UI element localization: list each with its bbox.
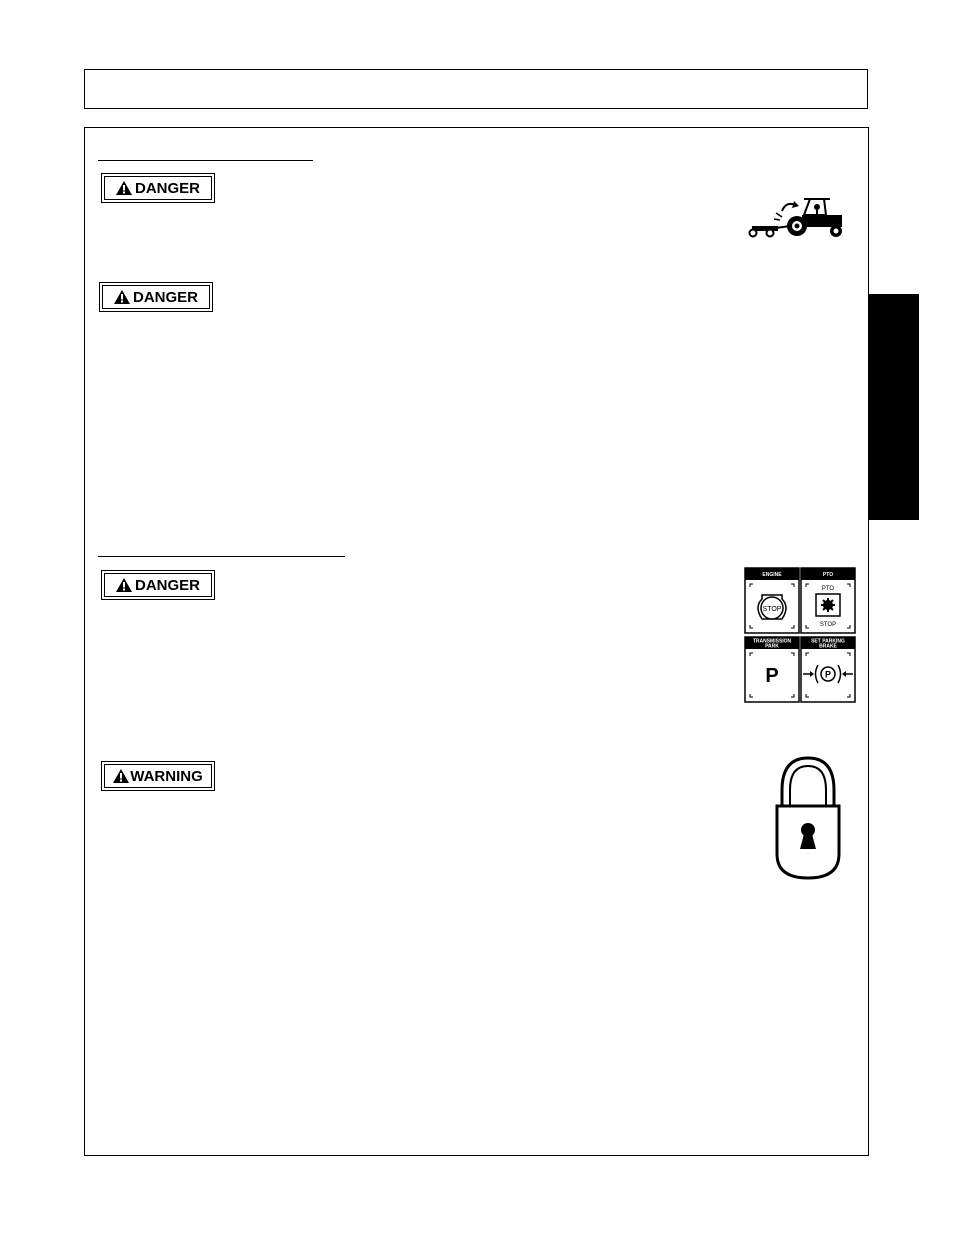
set-parking-label: SET PARKING — [811, 638, 845, 645]
transmission-label: TRANSMISSION — [752, 638, 792, 645]
pto-inner-label: PTO — [821, 586, 835, 592]
transmission-park-panel — [745, 637, 799, 702]
signal-word: DANGER — [134, 576, 200, 594]
section-heading-rule — [98, 556, 345, 557]
danger-signal-box — [101, 173, 215, 203]
page-header-box — [84, 69, 868, 109]
brake-letter: P — [824, 669, 832, 680]
warning-triangle-icon — [114, 290, 130, 304]
warning-signal-box — [101, 761, 215, 791]
engine-label: ENGINE — [762, 572, 782, 578]
signal-word: DANGER — [134, 179, 200, 197]
park-label: PARK — [765, 643, 779, 650]
signal-word: WARNING — [130, 767, 203, 785]
pto-stop-text: STOP — [819, 622, 837, 628]
engine-stop-text: STOP — [762, 606, 782, 613]
parking-brake-panel — [801, 637, 855, 702]
danger-signal-box — [99, 282, 213, 312]
padlock-icon — [772, 754, 844, 882]
section-heading-rule — [98, 160, 313, 161]
warning-triangle-icon — [116, 578, 132, 592]
danger-signal-box — [101, 570, 215, 600]
park-letter: P — [765, 665, 779, 687]
signal-word: DANGER — [132, 288, 198, 306]
section-side-tab — [869, 294, 919, 520]
engine-stop-panel — [745, 568, 799, 633]
pto-label: PTO — [822, 572, 834, 578]
warning-triangle-icon — [116, 181, 132, 195]
tractor-mower-illustration — [746, 193, 846, 239]
shutdown-controls-illustration — [744, 567, 856, 703]
pto-stop-panel — [801, 568, 855, 633]
brake-label: BRAKE — [819, 643, 837, 650]
warning-triangle-icon — [113, 769, 129, 783]
